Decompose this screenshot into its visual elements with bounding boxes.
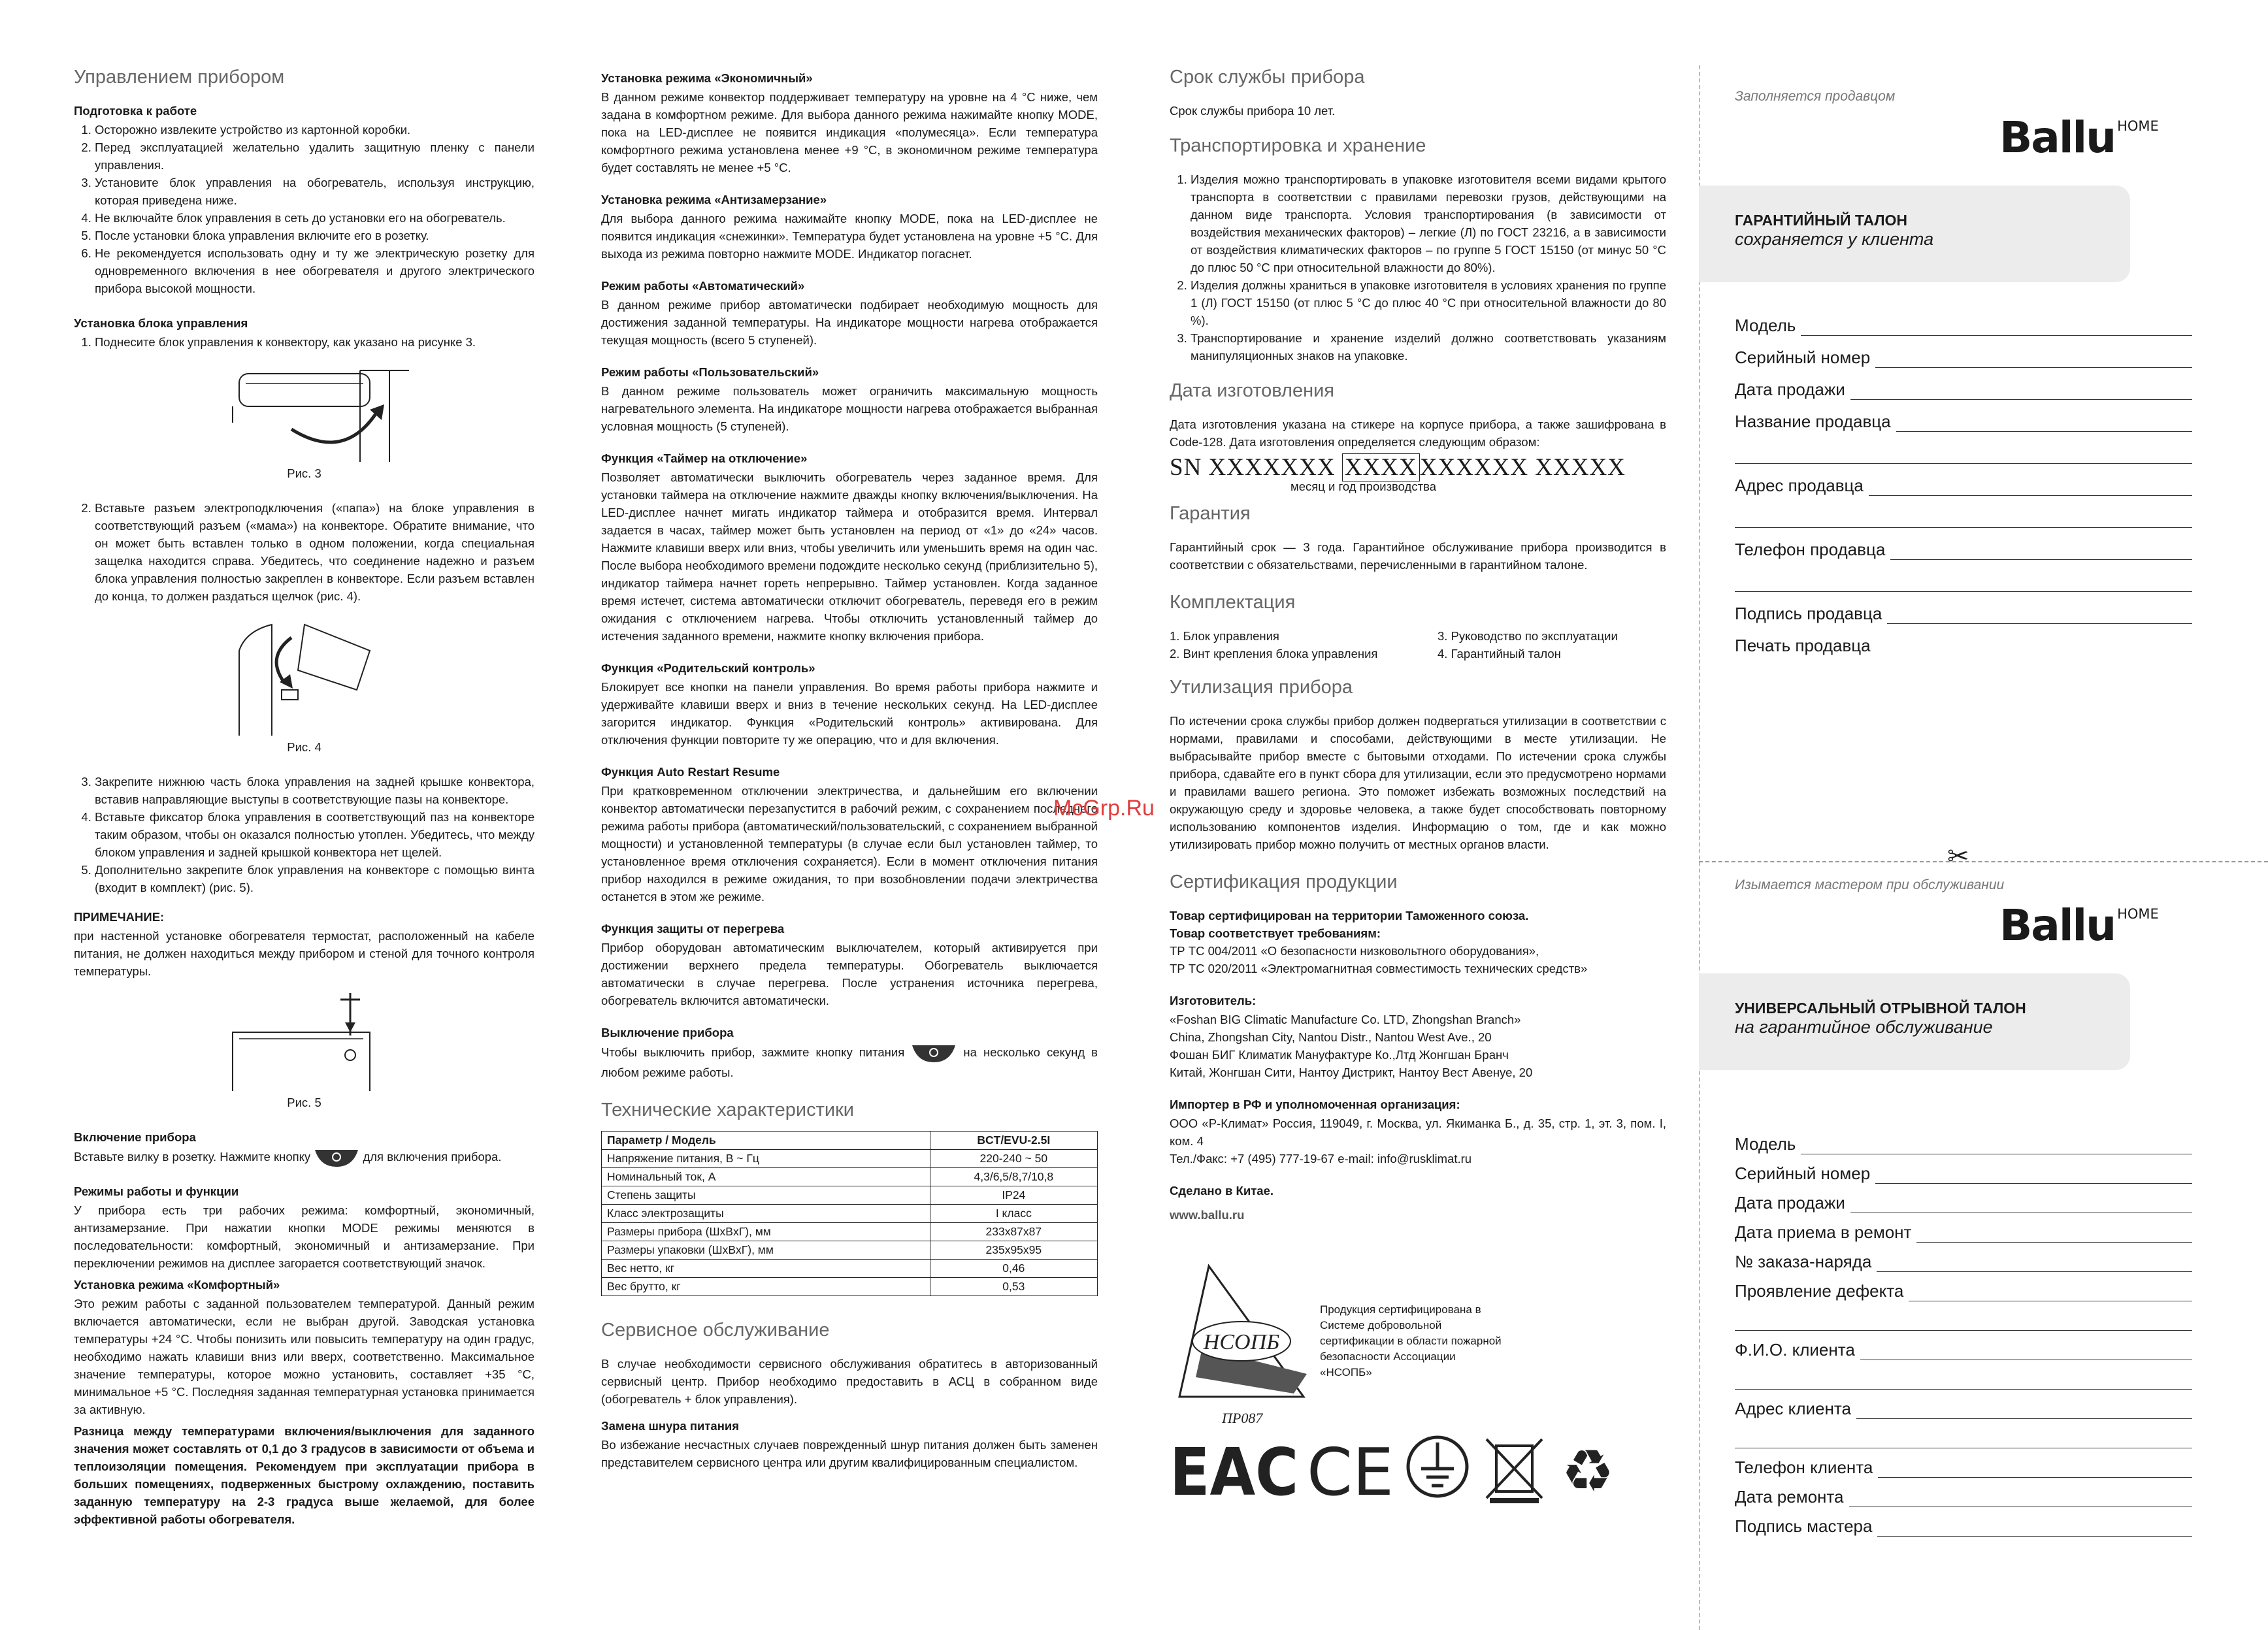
spec-value-cell: BCT/EVU-2.5I: [930, 1132, 1097, 1150]
nsopb-code: ПР087: [1222, 1410, 1263, 1426]
paragraph: По истечении срока службы прибор должен подвергаться утилизации в соответствии с нормами, правилами и способами, действующими в месте утилизации. Не выбрасывайте прибор вместе с бытовыми отходами. По истечении срока службы прибора, сдавайте его в пункт сбора для утилизации, если это предусмотрено нормами и правилами вашего региона. Это поможет избежать возможных последствий на окружающую среду и здоровье человека, а также будет способствовать повторному использованию компонентов изделия. Информацию о том, где и как можно утилизировать прибор можно получить от местных органов власти.: [1170, 714, 1666, 851]
nsopb-logo: [1176, 1263, 1313, 1426]
kit-item: 1. Блок управления: [1170, 629, 1279, 643]
prep-list: [74, 121, 534, 297]
spec-param-cell: Размеры прибора (ШxВxГ), мм: [602, 1223, 930, 1241]
field-label: Адрес клиента: [1735, 1399, 1851, 1418]
list-item: 4. Не включайте блок управления в сеть до установки его на обогреватель.: [95, 209, 534, 227]
subheading: Функция защиты от перегрева: [601, 922, 785, 936]
paragraph: В случае необходимости сервисного обслуживания обратитесь в авторизованный сервисный центр. Прибор необходимо предоставить в АСЦ в собранном виде (обогреватель + блок управления).: [601, 1357, 1098, 1406]
figure-5-illustration: [220, 986, 389, 1091]
ballu-logo: [1999, 112, 2159, 163]
form-row[interactable]: [1735, 1184, 2192, 1213]
note-heading: ПРИМЕЧАНИЕ:: [74, 910, 165, 924]
table-row: [602, 1260, 1098, 1278]
spec-value-cell: 0,53: [930, 1278, 1097, 1296]
cert-bold: Товар соответствует требованиям:: [1170, 926, 1381, 940]
site-link[interactable]: www.ballu.ru: [1170, 1208, 1245, 1222]
maker-line: «Foshan BIG Climatic Manufacture Co. LTD, Zhongshan Branch»: [1170, 1013, 1521, 1026]
figure-caption: Рис. 4: [287, 740, 321, 754]
spec-param-cell: Класс электрозащиты: [602, 1205, 930, 1223]
field-label: Подпись мастера: [1735, 1516, 1873, 1536]
list-item: 4. Вставьте фиксатор блока управления в соответствующий паз на конвекторе таким образом, чтобы он оказался полностью утоплен. Убедитесь, что между блоком управления и задней крышкой конвектора нет щелей.: [95, 808, 534, 861]
table-row: [602, 1186, 1098, 1205]
certification-icon-row: [1170, 1433, 1653, 1505]
field-label: Телефон продавца: [1735, 540, 1886, 559]
subheading: Установка блока управления: [74, 316, 248, 330]
field-blank-line[interactable]: [1735, 560, 2192, 592]
brand-sub: HOME: [2117, 906, 2159, 922]
form-row[interactable]: [1735, 368, 2192, 400]
field-line[interactable]: [1801, 1139, 2192, 1154]
ce-mark: CE: [1307, 1434, 1394, 1505]
subheading: Установка режима «Экономичный»: [601, 71, 813, 85]
spec-param-cell: Номинальный ток, А: [602, 1168, 930, 1186]
form-row[interactable]: [1735, 304, 2192, 336]
brand-name: Ballu: [1999, 900, 2116, 951]
subheading: Выключение прибора: [601, 1026, 734, 1039]
field-line[interactable]: [1849, 1492, 2193, 1507]
off-text-a: Чтобы выключить прибор, зажмите кнопку питания: [601, 1045, 905, 1059]
field-label: Серийный номер: [1735, 348, 1871, 367]
paragraph-bold: Разница между температурами включения/выключения для заданного значения может составлять от 0,1 до 3 градусов в зависимости от объема и теплоизоляции помещения. Рекомендуем при эксплуатации прибора в больших помещениях, подверженных быстрому охлаждению, поставить заданную температуру на 2-3 градуса выше желаемой, для более эффективной работы обогревателя.: [74, 1424, 534, 1526]
seller-note: Заполняется продавцом: [1735, 89, 1896, 104]
eac-mark: EAC: [1170, 1435, 1299, 1505]
paragraph: Это режим работы с заданной пользователем температурой. Данный режим включается автоматически, если не выбран другой. Заводская установка температуры +24 °С. Чтобы понизить или повысить температуру на один градус, необходимо нажать клавиши вниз или вверх, соответственно. Максимальное значение температуры, которое можно установить, составляет +35 °С, минимальное +5 °С. Последняя заданная температурная установка принимается за активную.: [74, 1297, 534, 1416]
seller-form: [1735, 304, 2192, 656]
watermark: McGrp.Ru: [1053, 796, 1155, 821]
coupon-title: УНИВЕРСАЛЬНЫЙ ОТРЫВНОЙ ТАЛОН: [1735, 1000, 2026, 1017]
table-row: [602, 1150, 1098, 1168]
transport-list: [1170, 171, 1666, 365]
paragraph: Позволяет автоматически выключить обогреватель через заданное время. Для установки таймера на отключение нажмите дважды кнопку включения/выключения. На LED-дисплее начнет мигать индикатор таймера и отобразится время. Интервал задается в часах, таймер может быть установлен на период от «1» до «24» часов. Нажмите клавиши вверх или вниз, чтобы увеличить или уменьшить время на один час. После выбора необходимого времени подождите несколько секунд (приблизительно 5), индикатор таймера начнет гореть непрерывно. Таймер установлен. Когда заданное время истечет, система автоматически отключит обогреватель, переведя его в режим ожидания с отключением нагрева. Чтобы отключить установленный таймер до истечения заданного времени, нажмите кнопку включения прибора.: [601, 470, 1098, 643]
list-item: 2. Вставьте разъем электроподключения («папа») на блоке управления в соответствующий разъем («мама») на конвекторе. Обратите внимание, что он может быть вставлен только в одном положении, когда специальная защелка находится справа. Убедитесь, что соединение надежно и разъем блока управления полностью закреплен в конвекторе. Если разъем вставлен до конца, то должен раздаться щелчок (рис. 4).: [95, 499, 534, 605]
list-item: 1. Изделия можно транспортировать в упаковке изготовителя всеми видами крытого транспорта в соответствии с правилами перевозки грузов, действующими на данном виде транспорта. Условия транспортирования (в зависимости от воздействия механических факторов) – легкие (Л) по ГОСТ 23216, а в зависимости от воздействия климатических факторов – по группе 5 ГОСТ 15150 (от минус 50 °С до плюс 50 °С при относительной влажности до 80%).: [1191, 171, 1666, 276]
spec-value-cell: 233x87x87: [930, 1223, 1097, 1241]
subheading: Функция «Родительский контроль»: [601, 661, 815, 675]
field-line[interactable]: [1877, 1522, 2192, 1537]
figure-4-illustration: [220, 611, 389, 736]
form-row[interactable]: [1735, 1390, 2192, 1419]
power-button-icon: [911, 1043, 957, 1064]
made-in: Сделано в Китае.: [1170, 1184, 1274, 1198]
cert-line: ТР ТС 004/2011 «О безопасности низковольтного оборудования»,: [1170, 944, 1539, 958]
master-note: Изымается мастером при обслуживании: [1735, 877, 2005, 892]
subheading: Установка режима «Антизамерзание»: [601, 193, 827, 206]
field-line[interactable]: [1850, 1198, 2192, 1213]
field-label: Название продавца: [1735, 412, 1891, 431]
field-blank-line[interactable]: [1735, 496, 2192, 528]
figure-3-illustration: [193, 357, 416, 462]
section-title: Гарантия: [1170, 503, 1251, 524]
nsopb-text: Продукция сертифицирована в Системе добровольной сертификации в области пожарной безопасности Ассоциации «НСОПБ»: [1320, 1303, 1502, 1378]
paragraph: В данном режиме конвектор поддерживает температуру на уровне на 4 °С ниже, чем задана в комфортном режиме. Для выбора данного режима нажимайте кнопку MODE, пока на LED-дисплее не появится индикация «полумесяца». Если температура комфортного режима установлена менее +9 °С, в экономичном режиме температура будет составлять не менее +5 °С.: [601, 90, 1098, 174]
form-row[interactable]: [1735, 1272, 2192, 1301]
spec-param-cell: Вес брутто, кг: [602, 1278, 930, 1296]
spec-value-cell: 4,3/6,5/8,7/10,8: [930, 1168, 1097, 1186]
kit-item: 3. Руководство по эксплуатации: [1438, 629, 1618, 643]
coupon-sub: на гарантийное обслуживание: [1735, 1017, 1993, 1037]
table-row: [602, 1132, 1098, 1150]
field-line[interactable]: [1890, 545, 2192, 560]
sn-caption: месяц и год производства: [1290, 480, 1436, 493]
sn-part-a: SN XXXXXXX: [1170, 454, 1336, 481]
field-label: Дата продажи: [1735, 1193, 1845, 1213]
spec-param-cell: Вес нетто, кг: [602, 1260, 930, 1278]
warranty-card-sub: сохраняется у клиента: [1735, 229, 1934, 249]
power-text-b: для включения прибора.: [363, 1149, 502, 1164]
field-line[interactable]: [1878, 1463, 2192, 1478]
paragraph: В данном режиме пользователь может ограничить максимальную мощность нагревательного элемента. На индикаторе мощности нагрева отображается выбранная условная мощность (5 ступеней).: [601, 384, 1098, 433]
subheading: Подготовка к работе: [74, 104, 197, 118]
spec-value-cell: 235x95x95: [930, 1241, 1097, 1260]
specs-table: [601, 1131, 1098, 1296]
table-row: [602, 1223, 1098, 1241]
kit-item: 4. Гарантийный талон: [1438, 647, 1561, 660]
serial-number-format: [1170, 454, 1666, 481]
subheading: Замена шнура питания: [601, 1419, 740, 1433]
section-title: Транспортировка и хранение: [1170, 135, 1426, 156]
certification-logos: [1170, 1263, 1666, 1537]
table-row: [602, 1278, 1098, 1296]
sn-part-c: XXXXXX XXXXX: [1419, 454, 1626, 481]
field-label: Дата приема в ремонт: [1735, 1222, 1912, 1242]
weee-bar: [1490, 1498, 1539, 1503]
install-list-3: [74, 773, 534, 896]
section-title: Сертификация продукции: [1170, 872, 1398, 892]
cut-line-vertical: [1699, 65, 1700, 1630]
brand-name: Ballu: [1999, 112, 2116, 163]
section-title: Управлением прибором: [74, 67, 285, 88]
field-label: Модель: [1735, 1134, 1796, 1154]
subheading: Изготовитель:: [1170, 994, 1257, 1007]
kit-item: 2. Винт крепления блока управления: [1170, 647, 1378, 660]
paragraph: Гарантийный срок — 3 года. Гарантийное обслуживание прибора производится в соответствии с обязательствами, перечисленными в гарантийном талоне.: [1170, 540, 1666, 572]
paragraph: У прибора есть три рабочих режима: комфортный, экономичный, антизамерзание. При нажатии кнопки MODE режимы меняются в последовательности: комфортный, экономичный и антизамерзание. При переключении режимов на дисплее загорается соответствующий значок.: [74, 1203, 534, 1270]
paragraph: Срок службы прибора 10 лет.: [1170, 104, 1336, 118]
field-line[interactable]: [1887, 609, 2192, 624]
field-label: Адрес продавца: [1735, 476, 1864, 495]
subheading: Импортер в РФ и уполномоченная организация:: [1170, 1098, 1460, 1111]
field-blank-line[interactable]: [1735, 1301, 2192, 1331]
form-row[interactable]: [1735, 1331, 2192, 1360]
field-line[interactable]: [1869, 481, 2192, 496]
form-row[interactable]: [1735, 1154, 2192, 1184]
field-line[interactable]: [1896, 417, 2192, 432]
paragraph: Дата изготовления указана на стикере на корпусе прибора, а также зашифрована в Code-128. Дата изготовления определяется следующим образом:: [1170, 417, 1666, 449]
brand-sub: HOME: [2117, 118, 2159, 134]
subheading: Режим работы «Автоматический»: [601, 279, 805, 293]
spec-value-cell: 0,46: [930, 1260, 1097, 1278]
column-info: [1170, 65, 1666, 1537]
ballu-logo-2: [1999, 900, 2159, 951]
field-blank-line[interactable]: [1735, 1360, 2192, 1390]
form-row[interactable]: [1735, 1213, 2192, 1243]
field-label: Телефон клиента: [1735, 1458, 1873, 1477]
field-label: Серийный номер: [1735, 1164, 1871, 1183]
form-row[interactable]: [1735, 1448, 2192, 1478]
table-row: [602, 1241, 1098, 1260]
form-row[interactable]: [1735, 336, 2192, 368]
sn-date-part: XXXX: [1342, 453, 1420, 481]
maker-line: China, Zhongshan City, Nantou Distr., Nantou West Ave., 20: [1170, 1030, 1492, 1044]
paragraph: Во избежание несчастных случаев поврежденный шнур питания должен быть заменен представителем сервисного центра или другим квалифицированным специалистом.: [601, 1438, 1098, 1469]
list-item: 1. Поднесите блок управления к конвектору, как указано на рисунке 3.: [95, 333, 534, 351]
paragraph: Для выбора данного режима нажимайте кнопку MODE, пока на LED-дисплее не появится индикация «снежинки». Температура будет установлена на уровне +5 °С. Для выхода из режима повторно нажмите MODE. Индикатор погаснет.: [601, 212, 1098, 261]
form-row[interactable]: [1735, 592, 2192, 624]
field-blank-line[interactable]: [1735, 432, 2192, 464]
scissors-icon: ✂: [1947, 842, 1969, 871]
field-label: Модель: [1735, 316, 1796, 335]
recycle-icon: ♻: [1561, 1437, 1615, 1505]
section-title: Срок службы прибора: [1170, 67, 1365, 88]
figure-caption: Рис. 3: [287, 466, 321, 480]
section-title: Комплектация: [1170, 592, 1296, 613]
paragraph: Блокирует все кнопки на панели управления. Во время работы прибора нажмите и удерживайте клавиши вверх и вниз в течение нескольких секунд. На LED-дисплее загорится индикатор. Функция «Родительский контроль» активирована. Для отключения функции повторите ту же операцию, что и для включения.: [601, 680, 1098, 747]
form-row: [1735, 624, 2192, 656]
section-title: Технические характеристики: [601, 1100, 854, 1120]
field-label: Проявление дефекта: [1735, 1281, 1904, 1301]
list-item: 5. Дополнительно закрепите блок управления на конвекторе с помощью винта (входит в комплект) (рис. 5).: [95, 861, 534, 896]
form-row[interactable]: [1735, 528, 2192, 560]
section-title: Сервисное обслуживание: [601, 1320, 830, 1341]
subheading: Установка режима «Комфортный»: [74, 1278, 280, 1292]
maker-line: Фошан БИГ Климатик Мануфактуре Ко.,Лтд Жонгшан Бранч: [1170, 1048, 1509, 1062]
subheading: Функция «Таймер на отключение»: [601, 451, 808, 465]
contacts: Тел./Факс: +7 (495) 777-19-67 e-mail: info@rusklimat.ru: [1170, 1152, 1472, 1165]
power-off-text: [601, 1043, 1098, 1081]
section-title: Дата изготовления: [1170, 380, 1334, 401]
form-row[interactable]: [1735, 400, 2192, 432]
field-line[interactable]: [1850, 385, 2192, 400]
table-row: [602, 1168, 1098, 1186]
spec-param-cell: Напряжение питания, В ~ Гц: [602, 1150, 930, 1168]
paragraph: При кратковременном отключении электричества, и дальнейшим его включении конвектор автоматически перезапустится в рабочий режим, с сохранением последнего режима работы прибора (автоматический/пользовательский, с сохранением выбранной мощности) и установленной температуры (в случае если был установлен таймер, то установленное время отключения сохраняется). Если в момент отключения питания прибор находился в режиме ожидания, то при возобновлении подачи электричества останется в этом же режиме.: [601, 784, 1098, 904]
list-item: 2. Изделия должны храниться в упаковке изготовителя в условиях хранения по группе 1 (Л) ГОСТ 15150 (от плюс 5 °С до плюс 40 °С при относительной влажности до 80 %).: [1191, 276, 1666, 329]
form-row[interactable]: [1735, 464, 2192, 496]
spec-value-cell: IP24: [930, 1186, 1097, 1205]
list-item: 1. Осторожно извлеките устройство из картонной коробки.: [95, 121, 534, 139]
list-item: 2. Перед эксплуатацией желательно удалить защитную пленку с панели управления.: [95, 139, 534, 174]
field-label: Дата продажи: [1735, 380, 1845, 399]
power-text-a: Вставьте вилку в розетку. Нажмите кнопку: [74, 1149, 311, 1164]
field-label: № заказа-наряда: [1735, 1252, 1872, 1271]
power-button-icon: [314, 1147, 359, 1168]
form-row[interactable]: [1735, 1478, 2192, 1507]
install-list: [74, 333, 534, 351]
coupon-form: [1735, 1125, 2192, 1537]
spec-param-cell: Степень защиты: [602, 1186, 930, 1205]
list-item: 6. Не рекомендуется использовать одну и ту же электрическую розетку для одновременного включения в нее обогревателя и другого электрического прибора высокой мощности.: [95, 244, 534, 297]
form-row[interactable]: [1735, 1125, 2192, 1154]
list-item: 3. Транспортирование и хранение изделий должно соответствовать указаниям манипуляционных знаков на упаковке.: [1191, 329, 1666, 365]
field-line[interactable]: [1860, 1345, 2192, 1360]
field-line[interactable]: [1875, 1169, 2192, 1184]
spec-value-cell: 220-240 ~ 50: [930, 1150, 1097, 1168]
field-blank-line[interactable]: [1735, 1419, 2192, 1448]
field-line[interactable]: [1916, 1228, 2192, 1243]
field-line[interactable]: [1856, 1404, 2192, 1419]
list-item: 5. После установки блока управления включите его в розетку.: [95, 227, 534, 244]
power-text: [74, 1147, 534, 1168]
subheading: Режимы работы и функции: [74, 1184, 239, 1198]
field-line[interactable]: [1877, 1257, 2192, 1272]
field-label: Дата ремонта: [1735, 1487, 1844, 1507]
warranty-card-title: ГАРАНТИЙНЫЙ ТАЛОН: [1735, 212, 1908, 229]
form-row[interactable]: [1735, 1243, 2192, 1272]
cut-line-horizontal: [1699, 861, 2268, 862]
maker-line: Китай, Жонгшан Сити, Нантоу Дистрикт, Нантоу Вест Авенуе, 20: [1170, 1066, 1533, 1079]
subheading: Включение прибора: [74, 1130, 196, 1144]
field-line[interactable]: [1909, 1286, 2192, 1301]
paragraph: ООО «Р-Климат» Россия, 119049, г. Москва, ул. Якиманка Б., д. 35, стр. 1, эт. 3, пом. I, ком. 4: [1170, 1117, 1666, 1148]
nsopb-label: НСОПБ: [1203, 1330, 1280, 1354]
cert-line: ТР ТС 020/2011 «Электромагнитная совместимость технических средств»: [1170, 962, 1588, 975]
kit-list: [1170, 627, 1666, 662]
off-text-b: на несколько секунд в любом режиме работы.: [601, 1045, 1098, 1079]
section-title: Утилизация прибора: [1170, 677, 1353, 698]
form-row[interactable]: [1735, 1507, 2192, 1537]
subheading: Режим работы «Пользовательский»: [601, 365, 819, 379]
field-label: Подпись продавца: [1735, 604, 1882, 623]
field-line[interactable]: [1801, 321, 2192, 336]
field-line[interactable]: [1875, 353, 2192, 368]
paragraph: Прибор оборудован автоматическим выключателем, который активируется при достижении верхнего предела температуры. Обогреватель выключается автоматически в случае перегрева. После устранения источника перегрева, обогреватель включится автоматически.: [601, 941, 1098, 1007]
list-item: 3. Закрепите нижнюю часть блока управления на задней крышке конвектора, вставив направляющие выступы в соответствующие пазы на конвекторе.: [95, 773, 534, 808]
field-label: Ф.И.О. клиента: [1735, 1340, 1855, 1360]
spec-param-cell: Размеры упаковки (ШxВxГ), мм: [602, 1241, 930, 1260]
list-item: 3. Установите блок управления на обогреватель, используя инструкцию, которая приведена ниже.: [95, 174, 534, 209]
column-control: [74, 65, 534, 1532]
subheading: Функция Auto Restart Resume: [601, 765, 780, 779]
spec-param-cell: Параметр / Модель: [602, 1132, 930, 1150]
spec-value-cell: I класс: [930, 1205, 1097, 1223]
field-label: Печать продавца: [1735, 636, 1871, 655]
figure-caption: Рис. 5: [287, 1096, 321, 1109]
coupon-header: [1699, 973, 2130, 1070]
table-row: [602, 1205, 1098, 1223]
column-functions: [601, 65, 1098, 1475]
install-list-2: [74, 499, 534, 605]
note-text: при настенной установке обогревателя термостат, расположенный на кабеле питания, не должен находиться между прибором и стеной для точного контроля температуры.: [74, 929, 534, 978]
cert-bold: Товар сертифицирован на территории Таможенного союза.: [1170, 909, 1529, 922]
paragraph: В данном режиме прибор автоматически подбирает необходимую мощность для достижения заданной температуры. На индикаторе мощности нагрева отображается текущая мощность (всего 5 ступеней).: [601, 298, 1098, 347]
warranty-card-header: [1699, 186, 2130, 282]
